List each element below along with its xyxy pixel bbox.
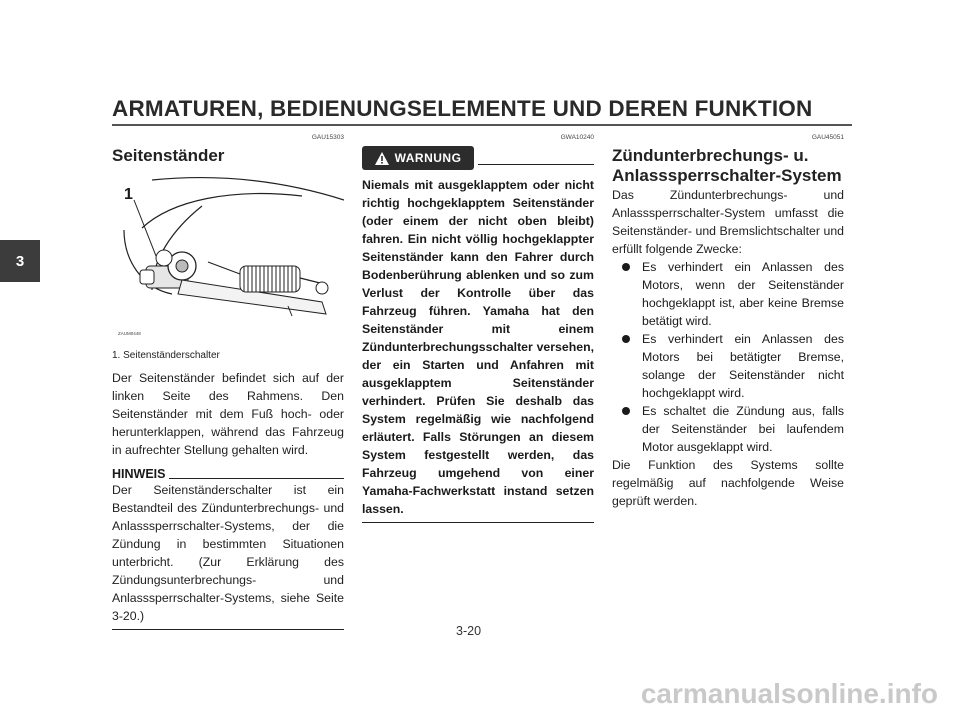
purpose-list	[612, 258, 844, 456]
note-text: Der Seitenständerschalter ist ein Bestandteil des Zündunterbrechungs- und Anlasssperrschalter-Systems, der die Zündung in bestimmten Situationen unterbricht. (Zur Erklärung des Zündungsunterbrechungs- und Anlasssperrschalter-Systems, siehe Seite 3-20.)	[112, 483, 344, 623]
warning-code: GWA10240	[560, 134, 594, 141]
figure-callout-1: 1	[124, 186, 133, 203]
warning-end-rule	[362, 522, 594, 523]
list-item: Es verhindert ein Anlassen des Motors bei betätigter Bremse, solange der Seitenständer nicht hochgeklappt wird.	[612, 330, 844, 402]
section-heading-2: Zündunterbrechungs- u. Anlasssperrschalter-System	[612, 146, 842, 185]
section-code-2: GAU45051	[811, 134, 844, 141]
intro-paragraph: Das Zündunterbrechungs- und Anlasssperrschalter-System umfasst die Seitenständer- und Bremslichtschalter und erfüllt folgende Zwecke:	[612, 188, 844, 256]
note-header	[112, 467, 344, 481]
side-stand-illustration	[112, 170, 344, 338]
section-heading: Seitenständer	[112, 146, 225, 165]
list-item: Es schaltet die Zündung aus, falls der Seitenständer bei laufendem Motor ausgeklappt wird.	[612, 402, 844, 456]
figure-caption: 1. Seitenständerschalter	[112, 350, 220, 361]
figure-code: ZAUM0448	[118, 331, 141, 336]
page-number: 3-20	[456, 624, 482, 638]
column-ignition-cutoff	[612, 134, 844, 510]
warning-badge	[362, 146, 474, 170]
body-paragraph: Der Seitenständer befindet sich auf der linken Seite des Rahmens. Den Seitenständer mit dem Fuß hoch- oder herunterklappen, während das Fahrzeug in aufrechter Stellung gehalten wird.	[112, 371, 344, 457]
warning-rule	[478, 164, 594, 165]
warning-header	[362, 146, 594, 170]
warning-triangle-icon	[375, 152, 389, 165]
bullet-icon	[622, 335, 630, 343]
side-stand-figure	[112, 170, 344, 338]
page-header-title: ARMATUREN, BEDIENUNGSELEMENTE UND DEREN FUNKTION	[112, 96, 813, 121]
warning-text: Niemals mit ausgeklapptem oder nicht richtig hochgeklapptem Seitenständer (oder einem der nicht oben bleibt) fahren. Ein nicht völlig hochgeklappter Seitenständer kann den Fahrer durch Bodenberührung ablenken und so zum Verlust der Kontrolle über das Fahrzeug führen. Yamaha hat den Seitenständer mit einem Zündunterbrechungsschalter versehen, der ein Starten und Anfahren mit ausgeklapptem Seitenständer verhindert. Prüfen Sie deshalb das System regelmäßig wie nachfolgend erläutert. Falls Störungen an diesem System festgestellt werden, das Fahrzeug umgehend von einer Yamaha-Fachwerkstatt instand setzen lassen.	[362, 178, 594, 516]
column-warning	[362, 134, 594, 523]
note-rule	[169, 478, 344, 479]
note-label: HINWEIS	[112, 467, 166, 481]
list-item: Es verhindert ein Anlassen des Motors, wenn der Seitenständer hochgeklappt ist, aber keine Bremse betätigt wird.	[612, 258, 844, 330]
bullet-icon	[622, 407, 630, 415]
header-rule	[112, 124, 852, 126]
column-side-stand	[112, 134, 344, 630]
warning-label: WARNUNG	[394, 151, 462, 165]
section-code: GAU15303	[311, 134, 344, 141]
site-watermark: carmanualsonline.info	[640, 678, 938, 709]
chapter-tab: 3	[0, 240, 40, 282]
outro-paragraph: Die Funktion des Systems sollte regelmäßig auf nachfolgende Weise geprüft werden.	[612, 458, 844, 508]
bullet-icon	[622, 263, 630, 271]
note-end-rule	[112, 629, 344, 630]
